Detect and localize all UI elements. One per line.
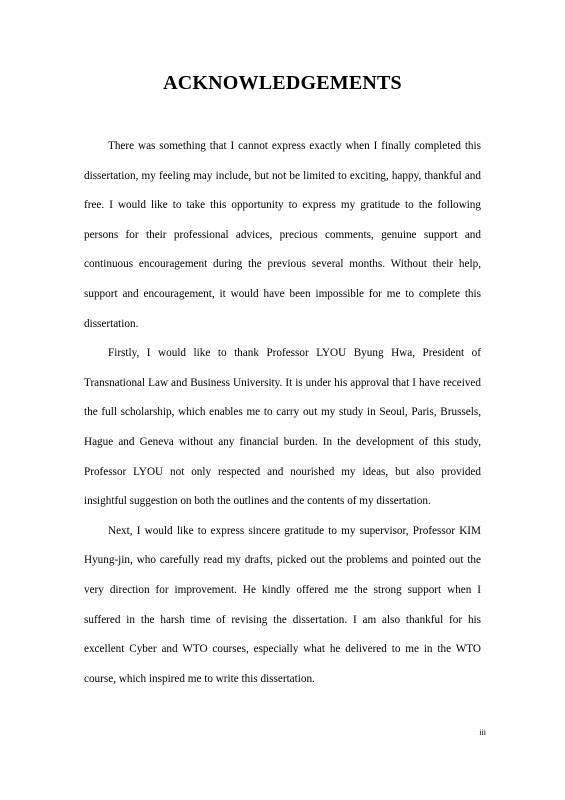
paragraph-supervisor-thanks: Next, I would like to express sincere gratitude to my supervisor, Professor KIM Hyung-jin, who carefully read my drafts, picked out the problems and pointed out the very direction for improvement. He kindly offered me the strong support when I suffered in the harsh time of revising the dissertation. I am also thankful for his excellent Cyber and WTO courses, especially what he delivered to me in the WTO course, which inspired me to write this dissertation.: [84, 524, 481, 685]
paragraph-first-thanks: Firstly, I would like to thank Professor LYOU Byung Hwa, President of Transnational Law and Business University. It is under his approval that I have received the full scholarship, which enables me to carry out my study in Seoul, Paris, Brussels, Hague and Geneva without any financial burden. In the development of this study, Professor LYOU not only respected and nourished my ideas, but also provided insightful suggestion on both the outlines and the contents of my dissertation.: [84, 347, 481, 508]
paragraph-intro: There was something that I cannot express exactly when I finally completed this dissertation, my feeling may include, but not be limited to exciting, happy, thankful and free. I would like to take this opportunity to express my gratitude to the following persons for their professional advices, precious comments, genuine support and continuous encouragement during the previous several months. Without their help, support and encouragement, it would have been impossible for me to complete this dissertation.: [84, 140, 481, 330]
page-title: ACKNOWLEDGEMENTS: [163, 72, 402, 94]
page-number: iii: [479, 728, 486, 737]
acknowledgements-body: [84, 132, 481, 694]
